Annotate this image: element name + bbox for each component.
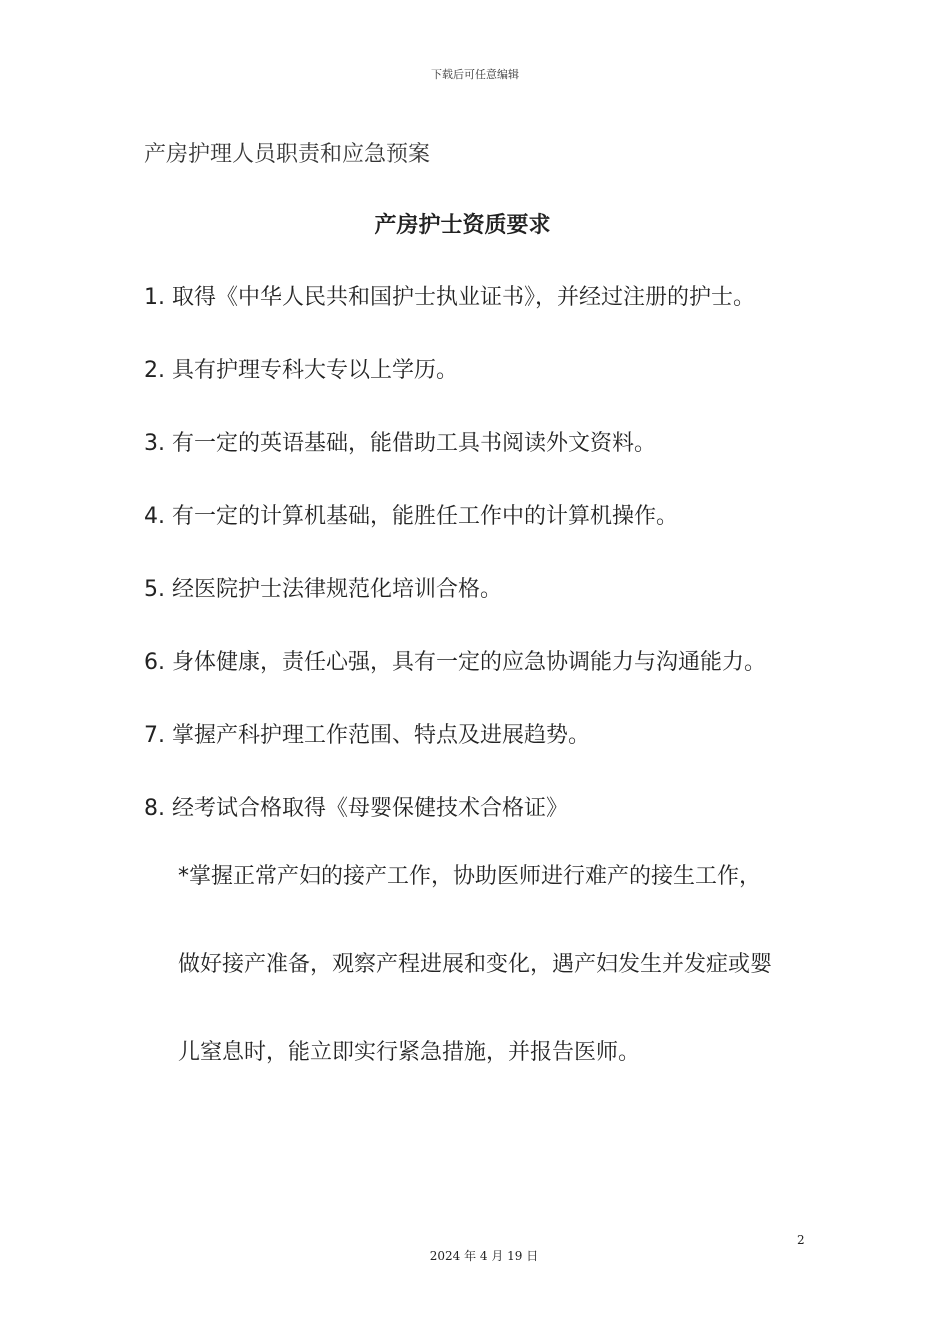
requirement-item-4: 4. 有一定的计算机基础，能胜任工作中的计算机操作。 <box>144 504 678 529</box>
requirement-item-8: 8. 经考试合格取得《母婴保健技术合格证》 <box>144 796 568 821</box>
requirement-item-7: 7. 掌握产科护理工作范围、特点及进展趋势。 <box>144 723 590 748</box>
note-paragraph <box>178 862 818 1126</box>
requirement-item-2: 2. 具有护理专科大专以上学历。 <box>144 358 458 383</box>
footer-date: 2024 年 4 月 19 日 <box>429 1249 539 1263</box>
requirements-list <box>144 283 766 867</box>
requirement-item-6: 6. 身体健康，责任心强，具有一定的应急协调能力与沟通能力。 <box>144 650 766 675</box>
page-number: 2 <box>797 1233 805 1247</box>
requirement-item-3: 3. 有一定的英语基础，能借助工具书阅读外文资料。 <box>144 431 656 456</box>
requirement-item-5: 5. 经医院护士法律规范化培训合格。 <box>144 577 502 602</box>
note-line-3: 儿窒息时，能立即实行紧急措施，并报告医师。 <box>178 1040 641 1065</box>
note-line-1: *掌握正常产妇的接产工作，协助医师进行难产的接生工作， <box>178 864 762 889</box>
note-line-2: 做好接产准备，观察产程进展和变化，遇产妇发生并发症或婴 <box>178 952 773 977</box>
requirement-item-1: 1. 取得《中华人民共和国护士执业证书》，并经过注册的护士。 <box>144 285 755 310</box>
document-title: 产房护理人员职责和应急预案 <box>144 142 431 167</box>
section-heading: 产房护士资质要求 <box>374 213 551 238</box>
header-note: 下载后可任意编辑 <box>431 68 519 81</box>
